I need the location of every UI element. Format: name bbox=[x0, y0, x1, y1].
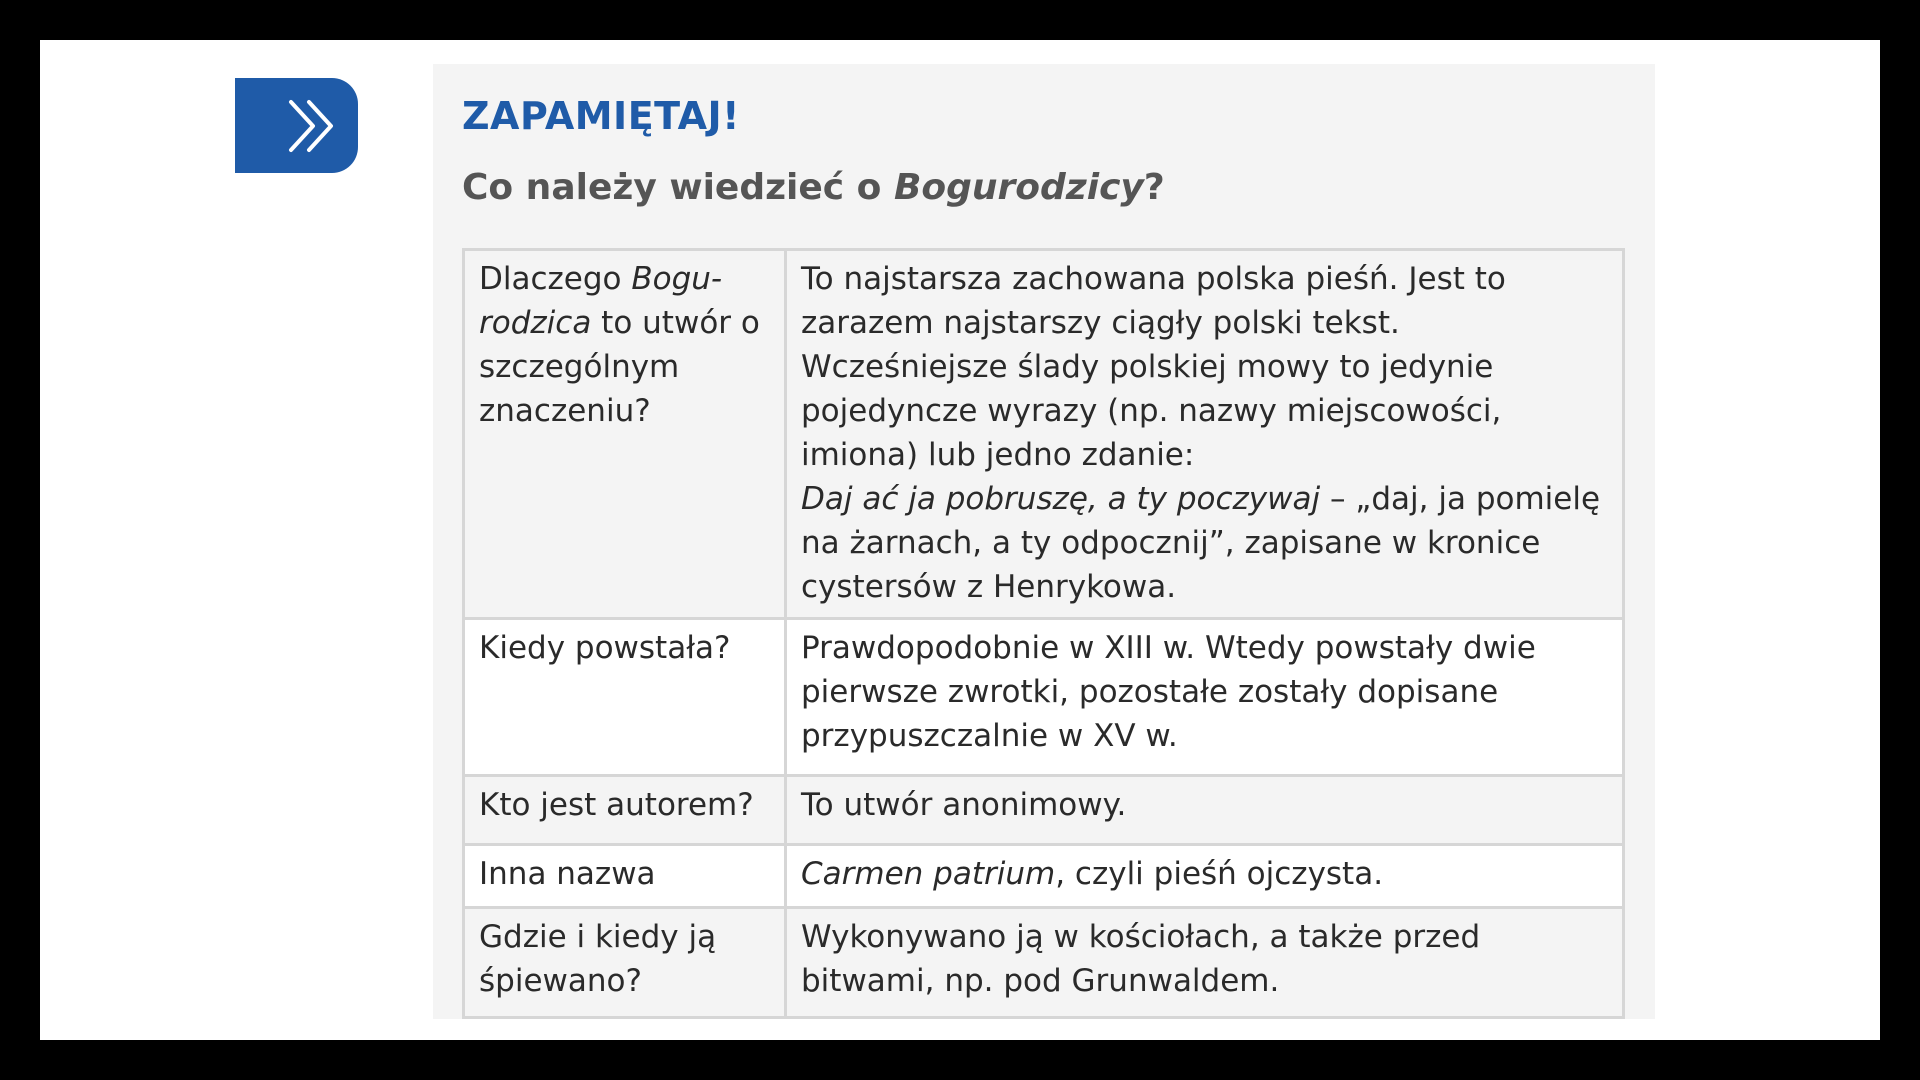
remember-badge bbox=[235, 78, 358, 173]
question-cell: Inna nazwa bbox=[464, 845, 786, 908]
remember-panel bbox=[433, 64, 1655, 1019]
table-row bbox=[464, 250, 1624, 619]
panel-title: ZAPAMIĘTAJ! bbox=[462, 94, 740, 138]
question-cell: Dlaczego Bogu-rodzica to utwór o szczególnym znaczeniu? bbox=[464, 250, 786, 619]
subtitle-italic: Bogurodzicy bbox=[893, 167, 1144, 208]
answer-cell: To najstarsza zachowana polska pieśń. Jest to zarazem najstarszy ciągły polski tekst. Wcześniejsze ślady polskiej mowy to jedynie pojedyncze wyrazy (np. nazwy miejscowości, imiona) lub jedno zdanie: Daj ać ja pobruszę, a ty poczywaj – „daj, ja pomielę na żarnach, a ty odpocznij”, zapisane w kronice cystersów z Henrykowa. bbox=[786, 250, 1624, 619]
answer-cell: Wykonywano ją w kościołach, a także przed bitwami, np. pod Grunwaldem. bbox=[786, 908, 1624, 1018]
table-row bbox=[464, 908, 1624, 1018]
question-cell: Kto jest autorem? bbox=[464, 776, 786, 845]
subtitle-prefix: Co należy wiedzieć o bbox=[462, 167, 894, 208]
table-row bbox=[464, 619, 1624, 776]
question-cell: Gdzie i kiedy ją śpiewano? bbox=[464, 908, 786, 1018]
slide-page bbox=[40, 40, 1880, 1040]
subtitle-suffix: ? bbox=[1143, 167, 1165, 208]
question-cell: Kiedy powstała? bbox=[464, 619, 786, 776]
answer-cell: Carmen patrium, czyli pieśń ojczysta. bbox=[786, 845, 1624, 908]
table-row bbox=[464, 776, 1624, 845]
panel-subtitle bbox=[462, 167, 1165, 208]
answer-cell: To utwór anonimowy. bbox=[786, 776, 1624, 845]
answer-cell: Prawdopodobnie w XIII w. Wtedy powstały dwie pierwsze zwrotki, pozostałe zostały dopisane przypuszczalnie w XV w. bbox=[786, 619, 1624, 776]
double-chevron-right-icon bbox=[287, 98, 339, 154]
table-row bbox=[464, 845, 1624, 908]
facts-table bbox=[462, 248, 1625, 1019]
